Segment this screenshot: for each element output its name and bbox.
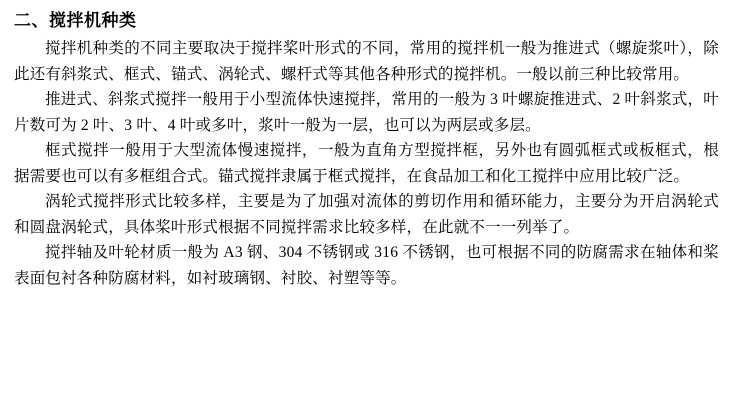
- paragraph-2: 推进式、斜浆式搅拌一般用于小型流体快速搅拌，常用的一般为 3 叶螺旋推进式、2 叶斜浆式，叶片数可为 2 叶、3 叶、4 叶或多叶，浆叶一般为一层，也可以为两层或多层。: [14, 91, 719, 134]
- paragraph-3: 框式搅拌一般用于大型流体慢速搅拌，一般为直角方型搅拌框，另外也有圆弧框式或板框式，根据需要也可以有多框组合式。锚式搅拌隶属于框式搅拌，在食品加工和化工搅拌中应用比较广泛。: [14, 142, 719, 185]
- paragraph-4: 涡轮式搅拌形式比较多样，主要是为了加强对流体的剪切作用和循环能力，主要分为开启涡轮式和圆盘涡轮式，具体桨叶形式根据不同搅拌需求比较多样，在此就不一一列举了。: [14, 193, 719, 236]
- paragraph-5: 搅拌轴及叶轮材质一般为 A3 钢、304 不锈钢或 316 不锈钢，也可根据不同的防腐需求在轴体和桨表面包衬各种防腐材料，如衬玻璃钢、衬胶、衬塑等等。: [14, 244, 719, 287]
- section-heading: 二、搅拌机种类: [14, 11, 137, 30]
- paragraph-1: 搅拌机种类的不同主要取决于搅拌桨叶形式的不同，常用的搅拌机一般为推进式（螺旋浆叶），除此还有斜浆式、框式、锚式、涡轮式、螺杆式等其他各种形式的搅拌机。一般以前三种比较常用。: [14, 40, 719, 83]
